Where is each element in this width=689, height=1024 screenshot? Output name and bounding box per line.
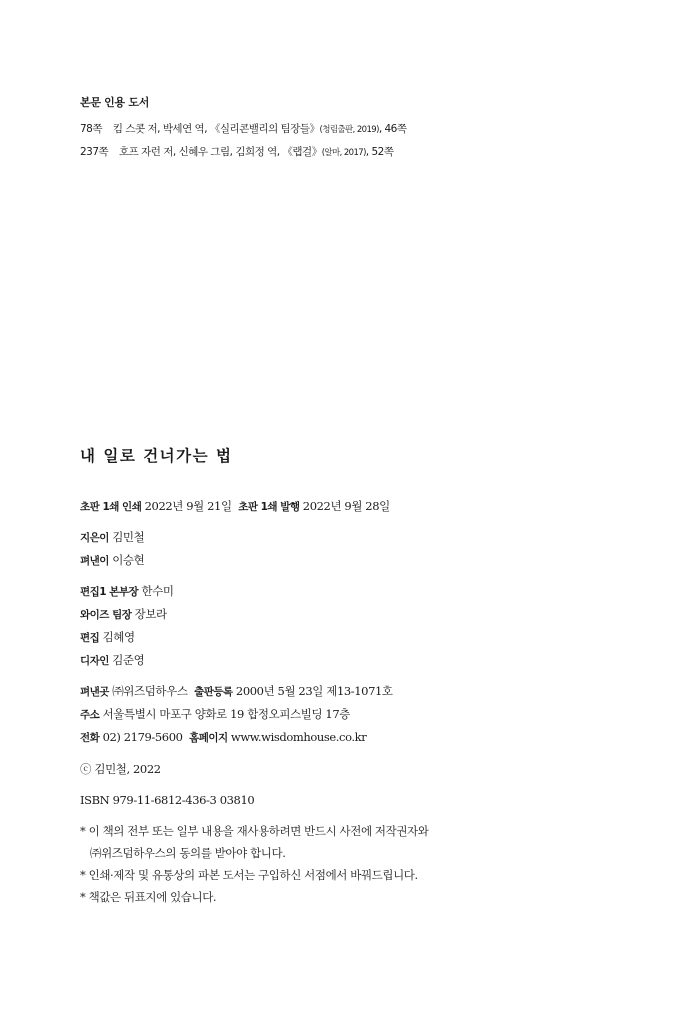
notice-line: ㈜위즈덤하우스의 동의를 받아야 합니다. bbox=[90, 846, 286, 860]
designer-label: 디자인 bbox=[80, 655, 109, 667]
publisher-label: 펴낸이 bbox=[80, 555, 109, 567]
phone-label: 전화 bbox=[80, 732, 100, 744]
address-value: 서울특별시 마포구 양화로 19 합정오피스빌딩 17층 bbox=[102, 707, 350, 721]
first-print-date: 2022년 9월 21일 bbox=[144, 499, 232, 513]
citations-section bbox=[80, 94, 640, 168]
citation-publisher: (알마, 2017) bbox=[321, 148, 366, 158]
contact-line bbox=[80, 726, 660, 749]
author-line bbox=[80, 526, 660, 549]
copyright-line: ⓒ 김민철, 2022 bbox=[80, 762, 161, 776]
citation-tail: , 52쪽 bbox=[365, 146, 394, 158]
press-name: ㈜위즈덤하우스 bbox=[112, 684, 188, 698]
editor1-line bbox=[80, 580, 660, 603]
designer-name: 김준영 bbox=[112, 653, 145, 667]
registration-value: 2000년 5월 23일 제13-1071호 bbox=[235, 684, 393, 698]
print-info bbox=[80, 495, 660, 518]
notice-line: * 이 책의 전부 또는 일부 내용을 재사용하려면 반드시 사전에 저작권자와 bbox=[80, 824, 429, 838]
citation-row bbox=[80, 145, 640, 160]
editor-name: 김혜영 bbox=[102, 630, 135, 644]
editor-label: 편집 bbox=[80, 632, 100, 644]
press-label: 펴낸곳 bbox=[80, 686, 109, 698]
homepage-label: 홈페이지 bbox=[189, 732, 228, 744]
citation-row bbox=[80, 122, 640, 137]
editor-line bbox=[80, 626, 660, 649]
notice-line: * 책값은 뒤표지에 있습니다. bbox=[80, 890, 217, 904]
first-pub-label: 초판 1쇄 발행 bbox=[238, 501, 300, 513]
citation-page: 78쪽 bbox=[80, 123, 103, 135]
citation-text: 킴 스콧 저, 박세연 역, 《실리콘밸리의 팀장들》 bbox=[112, 123, 320, 135]
press-line bbox=[80, 680, 660, 703]
first-pub-date: 2022년 9월 28일 bbox=[302, 499, 390, 513]
colophon-section bbox=[80, 444, 660, 908]
phone-value: 02) 2179-5600 bbox=[102, 730, 183, 744]
citation-tail: , 46쪽 bbox=[378, 123, 407, 135]
citation-page: 237쪽 bbox=[80, 146, 109, 158]
citations-heading: 본문 인용 도서 bbox=[80, 96, 150, 109]
address-line bbox=[80, 703, 660, 726]
publisher-line bbox=[80, 549, 660, 572]
citation-publisher: (청림출판, 2019) bbox=[319, 125, 379, 135]
first-print-label: 초판 1쇄 인쇄 bbox=[80, 501, 142, 513]
citation-text: 호프 자런 저, 신혜우 그림, 김희정 역, 《랩걸》 bbox=[119, 146, 322, 158]
registration-label: 출판등록 bbox=[194, 686, 233, 698]
team-name: 장보라 bbox=[134, 607, 167, 621]
isbn-line: ISBN 979-11-6812-436-3 03810 bbox=[80, 793, 255, 807]
publisher-name: 이승현 bbox=[112, 553, 145, 567]
address-label: 주소 bbox=[80, 709, 100, 721]
notice-line: * 인쇄·제작 및 유통상의 파본 도서는 구입하신 서점에서 바꿔드립니다. bbox=[80, 868, 418, 882]
author-name: 김민철 bbox=[112, 530, 145, 544]
homepage-value: www.wisdomhouse.co.kr bbox=[230, 730, 367, 744]
team-label: 와이즈 팀장 bbox=[80, 609, 132, 621]
editor1-label: 편집1 본부장 bbox=[80, 586, 139, 598]
designer-line bbox=[80, 649, 660, 672]
editor1-name: 한수미 bbox=[141, 584, 174, 598]
book-title: 내 일로 건너가는 법 bbox=[80, 446, 233, 465]
team-line bbox=[80, 603, 660, 626]
author-label: 지은이 bbox=[80, 532, 109, 544]
